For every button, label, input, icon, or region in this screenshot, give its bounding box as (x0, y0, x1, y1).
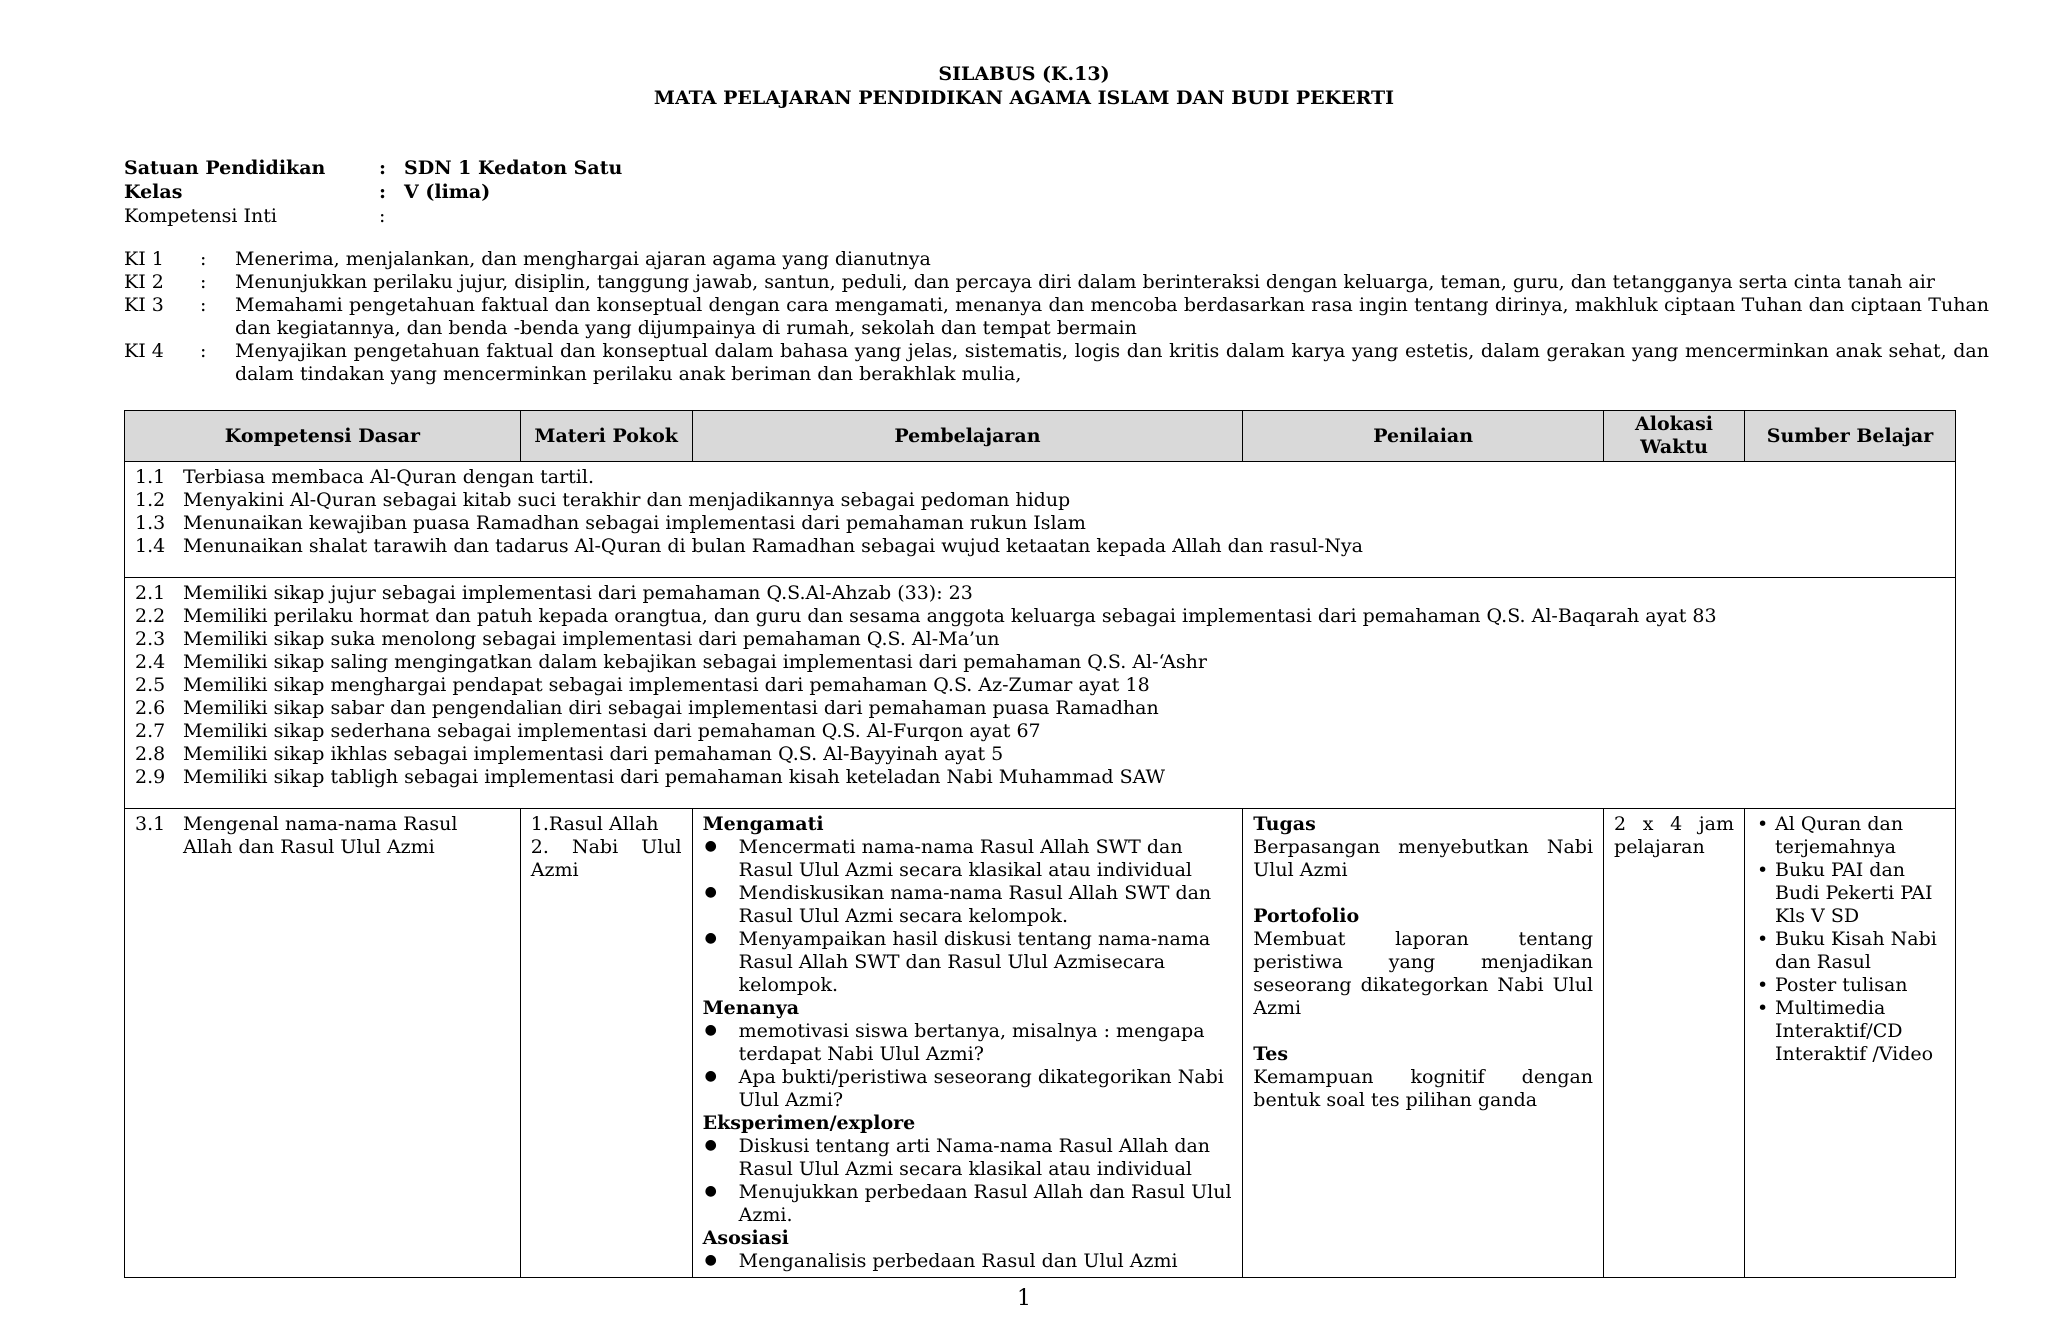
section-tugas: Tugas (1253, 813, 1316, 835)
header-materi-pokok: Materi Pokok (520, 411, 692, 462)
document-subtitle: MATA PELAJARAN PENDIDIKAN AGAMA ISLAM DAN BUDI PEKERTI (653, 87, 1395, 109)
eksperimen-list (703, 1135, 1233, 1227)
penilaian-cell (1243, 809, 1604, 1278)
portofolio-text: Membuat laporan tentang peristiwa yang menjadikan seseorang dikategorkan Nabi Ulul Azmi (1253, 928, 1594, 1019)
ki-text: Memahami pengetahuan faktual dan konseptual dengan cara mengamati, menanya dan mencoba berdasarkan rasa ingin tentang dirinya, makhluk ciptaan Tuhan dan ciptaan Tuhan dan kegiatannya, dan benda -benda yang dijumpainya di rumah, sekolah dan tempat bermain (235, 294, 1989, 339)
kd-item (135, 628, 1945, 651)
kd-text: Memiliki sikap ikhlas sebagai implementasi dari pemahaman Q.S. Al-Bayyinah ayat 5 (183, 743, 1004, 765)
info-colon: : (379, 157, 387, 179)
kd-text: Memiliki sikap sederhana sebagai implementasi dari pemahaman Q.S. Al-Furqon ayat 67 (183, 720, 1041, 742)
list-item: • Buku PAI dan Budi Pekerti PAI Kls V SD (1775, 859, 1945, 928)
kd-item (135, 651, 1945, 674)
kd-number: 1.4 (135, 535, 166, 557)
kd-item (135, 766, 1945, 789)
kd-item (135, 489, 1945, 512)
ki-text: Menerima, menjalankan, dan menghargai ajaran agama yang dianutnya (235, 248, 931, 270)
table-row (125, 809, 1956, 1278)
info-row-satuan (124, 156, 622, 180)
list-item: • Poster tulisan (1775, 974, 1945, 997)
kd-item (135, 720, 1945, 743)
ki-code: KI 3 (124, 294, 164, 316)
info-value: SDN 1 Kedaton Satu (404, 157, 623, 179)
kd-number: 2.1 (135, 582, 166, 604)
kd-number: 2.4 (135, 651, 166, 673)
kd-item (135, 743, 1945, 766)
pembelajaran-cell (692, 809, 1243, 1278)
info-label: Kompetensi Inti (124, 205, 277, 227)
ki-colon: : (200, 294, 207, 316)
info-value: V (lima) (404, 181, 491, 203)
info-label: Satuan Pendidikan (124, 157, 326, 179)
ki-code: KI 2 (124, 271, 164, 293)
ki-colon: : (200, 340, 207, 362)
kd-number: 2.6 (135, 697, 166, 719)
list-item: ● Diskusi tentang arti Nama-nama Rasul Allah dan Rasul Ulul Azmi secara klasikal atau individual (739, 1135, 1233, 1181)
kd-number: 2.3 (135, 628, 166, 650)
kd-text: Menunaikan kewajiban puasa Ramadhan sebagai implementasi dari pemahaman rukun Islam (183, 512, 1086, 534)
materi-item: 2. Nabi Ulul Azmi (530, 836, 682, 881)
document-title: SILABUS (K.13) (938, 63, 1110, 85)
page-number: 1 (1017, 1286, 1031, 1311)
list-item: ● Mendiskusikan nama-nama Rasul Allah SWT dan Rasul Ulul Azmi secara kelompok. (739, 882, 1233, 928)
alokasi-cell (1604, 809, 1745, 1278)
section-asosiasi: Asosiasi (702, 1227, 789, 1249)
ki-code: KI 4 (124, 340, 164, 362)
kd-group-2 (125, 578, 1956, 809)
kd-text: Menyakini Al-Quran sebagai kitab suci terakhir dan menjadikannya sebagai pedoman hidup (183, 489, 1071, 511)
kd-number: 2.8 (135, 743, 166, 765)
kompetensi-inti-list (124, 248, 1989, 386)
table-row (125, 462, 1956, 578)
kd-item (135, 674, 1945, 697)
kd-item (135, 466, 1945, 489)
mengamati-list (703, 836, 1233, 997)
menanya-list (703, 1020, 1233, 1112)
list-item: ● Apa bukti/peristiwa seseorang dikategorikan Nabi Ulul Azmi? (739, 1066, 1233, 1112)
list-item: ● Menujukkan perbedaan Rasul Allah dan Rasul Ulul Azmi. (739, 1181, 1233, 1227)
list-item: • Buku Kisah Nabi dan Rasul (1775, 928, 1945, 974)
identity-block (124, 156, 622, 228)
tes-text: Kemampuan kognitif dengan bentuk soal tes pilihan ganda (1253, 1066, 1594, 1111)
materi-cell (520, 809, 692, 1278)
info-row-kelas (124, 180, 622, 204)
header-penilaian: Penilaian (1243, 411, 1604, 462)
section-mengamati: Mengamati (702, 813, 824, 835)
ki-text: Menyajikan pengetahuan faktual dan konseptual dalam bahasa yang jelas, sistematis, logis dan kritis dalam karya yang estetis, dalam gerakan yang mencerminkan anak sehat, dan dalam tindakan yang mencerminkan perilaku anak beriman dan berakhlak mulia, (235, 340, 1989, 385)
header-pembelajaran: Pembelajaran (692, 411, 1243, 462)
kd-number: 2.7 (135, 720, 166, 742)
alokasi-text: 2 x 4 jam pelajaran (1614, 813, 1734, 858)
kd-number: 1.3 (135, 512, 166, 534)
ki-code: KI 1 (124, 248, 164, 270)
kd-text: Memiliki sikap saling mengingatkan dalam kebajikan sebagai implementasi dari pemahaman Q.S. Al-‘Ashr (183, 651, 1207, 673)
kd-group-1 (125, 462, 1956, 578)
kd-text: Memiliki sikap tabligh sebagai implementasi dari pemahaman kisah keteladan Nabi Muhammad SAW (183, 766, 1166, 788)
kd-number: 2.5 (135, 674, 166, 696)
section-tes: Tes (1253, 1043, 1289, 1065)
section-portofolio: Portofolio (1253, 905, 1360, 927)
ki-colon: : (200, 271, 207, 293)
kd-text: Memiliki sikap suka menolong sebagai implementasi dari pemahaman Q.S. Al-Ma’un (183, 628, 1000, 650)
header-sumber-belajar: Sumber Belajar (1745, 411, 1956, 462)
ki-text: Menunjukkan perilaku jujur, disiplin, tanggung jawab, santun, peduli, dan percaya diri dalam berinteraksi dengan keluarga, teman, guru, dan tetangganya serta cinta tanah air (235, 271, 1935, 293)
tugas-text: Berpasangan menyebutkan Nabi Ulul Azmi (1253, 836, 1594, 881)
ki-item (124, 248, 1989, 271)
list-item: ● Mencermati nama-nama Rasul Allah SWT dan Rasul Ulul Azmi secara klasikal atau individual (739, 836, 1233, 882)
ki-colon: : (200, 248, 207, 270)
kd-text: Memiliki perilaku hormat dan patuh kepada orangtua, dan guru dan sesama anggota keluarga sebagai implementasi dari pemahaman Q.S. Al-Baqarah ayat 83 (183, 605, 1717, 627)
kd-number: 2.2 (135, 605, 166, 627)
section-eksperimen: Eksperimen/explore (702, 1112, 916, 1134)
kd-text: Mengenal nama-nama Rasul Allah dan Rasul Ulul Azmi (183, 813, 458, 858)
list-item: ● Menganalisis perbedaan Rasul dan Ulul Azmi (739, 1250, 1233, 1273)
kd-item (135, 697, 1945, 720)
asosiasi-list (703, 1250, 1233, 1273)
list-item: ● memotivasi siswa bertanya, misalnya : mengapa terdapat Nabi Ulul Azmi? (739, 1020, 1233, 1066)
kd-text: Memiliki sikap menghargai pendapat sebagai implementasi dari pemahaman Q.S. Az-Zumar ayat 18 (183, 674, 1150, 696)
kd-number: 2.9 (135, 766, 166, 788)
kd-item (135, 535, 1945, 558)
sumber-list (1755, 813, 1945, 1066)
ki-item (124, 271, 1989, 294)
table-header-row (125, 411, 1956, 462)
kd-text: Memiliki sikap sabar dan pengendalian diri sebagai implementasi dari pemahaman puasa Ramadhan (183, 697, 1159, 719)
info-colon: : (379, 205, 386, 227)
header-alokasi-waktu: Alokasi Waktu (1604, 411, 1745, 462)
info-row-ki (124, 204, 622, 228)
materi-item: 1.Rasul Allah (530, 813, 659, 835)
kd-text: Menunaikan shalat tarawih dan tadarus Al-Quran di bulan Ramadhan sebagai wujud ketaatan kepada Allah dan rasul-Nya (183, 535, 1363, 557)
kd-item (135, 605, 1945, 628)
table-row (125, 578, 1956, 809)
kd-text: Memiliki sikap jujur sebagai implementasi dari pemahaman Q.S.Al-Ahzab (33): 23 (183, 582, 973, 604)
kd-number: 1.2 (135, 489, 166, 511)
list-item: • Multimedia Interaktif/CD Interaktif /Video (1775, 997, 1945, 1066)
info-label: Kelas (124, 181, 183, 203)
sumber-cell (1745, 809, 1956, 1278)
kd-number: 3.1 (135, 813, 166, 835)
header-kompetensi-dasar: Kompetensi Dasar (125, 411, 521, 462)
info-colon: : (379, 181, 387, 203)
list-item: ● Menyampaikan hasil diskusi tentang nama-nama Rasul Allah SWT dan Rasul Ulul Azmisecara kelompok. (739, 928, 1233, 997)
kd-item (135, 582, 1945, 605)
kd-text: Terbiasa membaca Al-Quran dengan tartil. (183, 466, 594, 488)
list-item: • Al Quran dan terjemahnya (1775, 813, 1945, 859)
kd-number: 1.1 (135, 466, 166, 488)
kd-cell (125, 809, 521, 1278)
ki-item (124, 340, 1989, 386)
section-menanya: Menanya (702, 997, 800, 1019)
ki-item (124, 294, 1989, 340)
kd-item (135, 512, 1945, 535)
syllabus-table (124, 410, 1956, 1278)
